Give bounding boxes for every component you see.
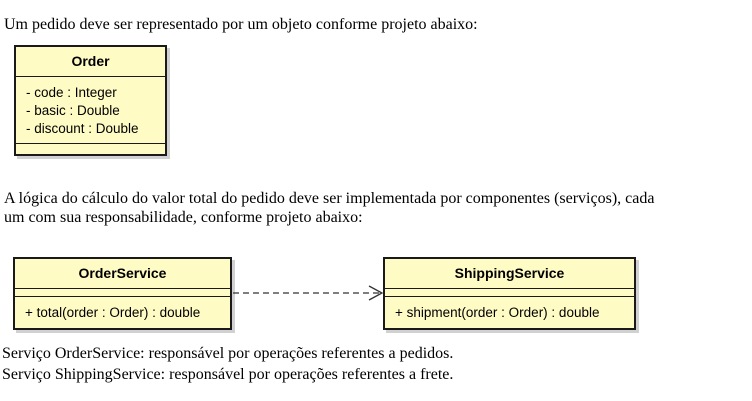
order-attribute-discount: - discount : Double	[26, 121, 139, 136]
shippingservice-class-box	[383, 257, 636, 330]
orderservice-class-name: OrderService	[78, 265, 167, 281]
order-attribute-basic: - basic : Double	[26, 103, 120, 118]
shippingservice-attributes-section	[385, 288, 634, 296]
shippingservice-operations-section	[385, 296, 634, 326]
shippingservice-operation-shipment: + shipment(order : Order) : double	[395, 305, 600, 320]
note-orderservice: Serviço OrderService: responsável por operações referentes a pedidos.	[2, 345, 454, 362]
logic-text-line2: um com sua responsabilidade, conforme projeto abaixo:	[4, 209, 363, 226]
orderservice-operation-total: + total(order : Order) : double	[25, 305, 201, 320]
logic-text-line1: A lógica do cálculo do valor total do pedido deve ser implementada por componentes (serviços), cada	[4, 190, 655, 207]
order-class-name: Order	[71, 53, 110, 69]
order-attribute-code: - code : Integer	[26, 85, 117, 100]
note-shippingservice: Serviço ShippingService: responsável por operações referentes a frete.	[2, 366, 454, 383]
intro-text: Um pedido deve ser representado por um objeto conforme projeto abaixo:	[4, 16, 478, 33]
shippingservice-class-name: ShippingService	[454, 265, 565, 281]
